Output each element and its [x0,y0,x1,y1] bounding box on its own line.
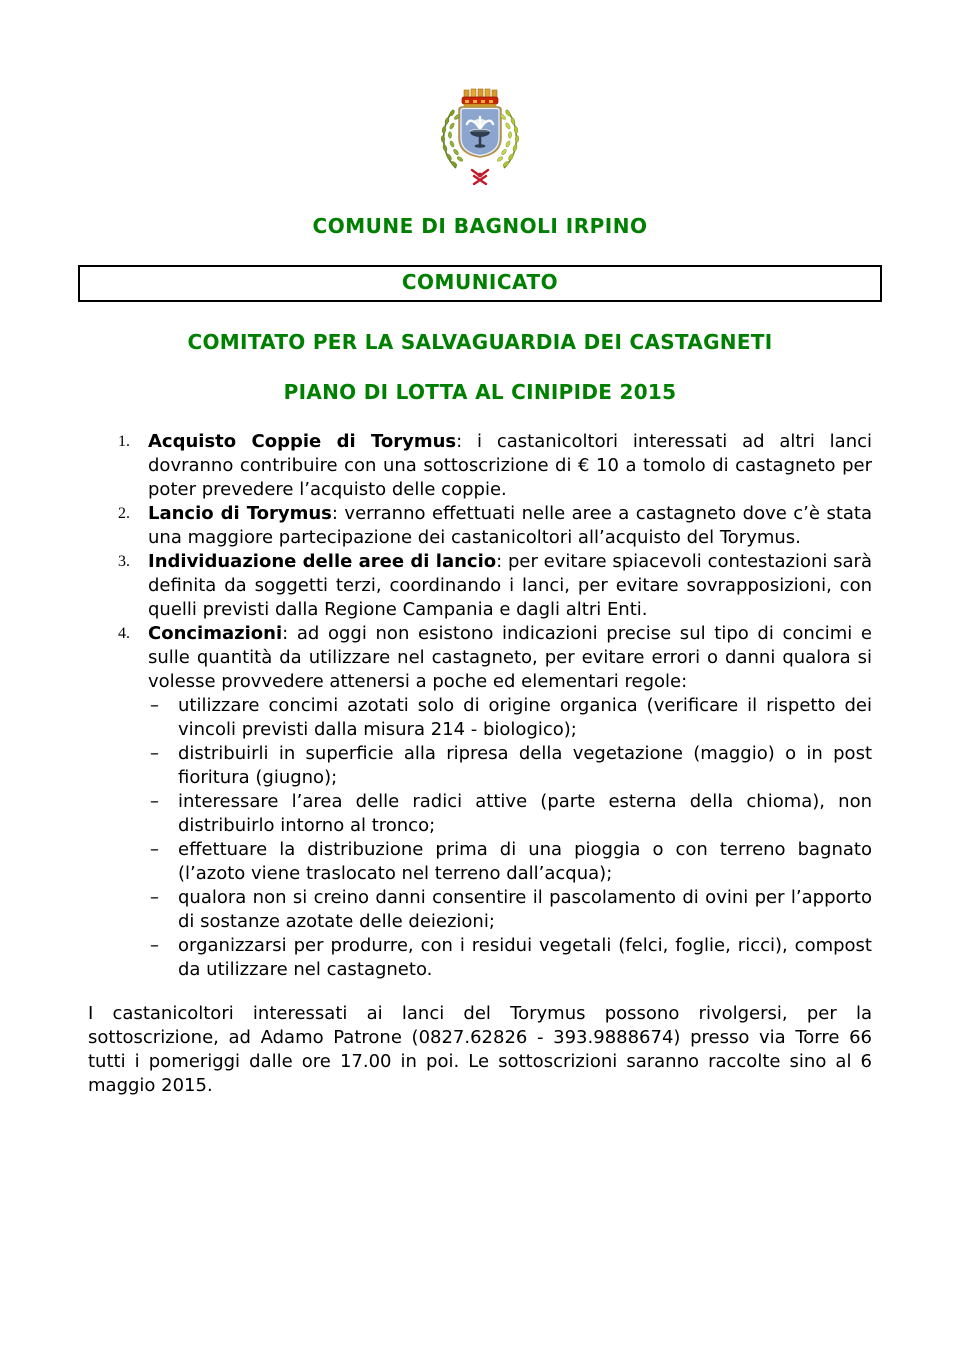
sub-list-item-text: organizzarsi per produrre, con i residui vegetali (felci, foglie, ricci), compost da utilizzare nel castagneto. [178,935,872,980]
sub-list-item-text: utilizzare concimi azotati solo di origine organica (verificare il rispetto dei vincoli previsti dalla misura 214 - biologico); [178,695,872,740]
list-item [88,430,872,502]
list-item-lead: Concimazioni [148,623,283,644]
dash-bullet: – [150,935,159,956]
sub-list-item-text: distribuirli in superficie alla ripresa della vegetazione (maggio) o in post fioritura (giugno); [178,743,872,788]
list-item-lead: Acquisto Coppie di Torymus [148,431,457,452]
list-item-text [148,430,872,502]
mural-crown-icon [462,89,498,107]
municipal-coat-of-arms-icon [434,88,526,185]
crest-container [88,88,872,185]
list-item-rest: : i castanicoltori interessati ad altri lanci dovranno contribuire con una sottoscrizione di € 10 a tomolo di castagneto per poter prevedere l’acquisto delle coppie. [148,431,873,500]
list-item-text [148,622,872,694]
list-item [88,622,872,694]
list-item-lead: Lancio di Torymus [148,503,332,524]
list-item-text [148,502,872,550]
sub-list-item-text: effettuare la distribuzione prima di una pioggia o con terreno bagnato (l’azoto viene traslocato nel terreno dall’acqua); [178,839,872,884]
list-item-number: 1. [118,433,130,450]
sub-list-item [148,694,872,742]
sub-list-item [148,838,872,886]
list-item-number: 3. [118,553,130,570]
dash-bullet: – [150,839,159,860]
list-item [88,550,872,622]
comunicato-banner-box [78,265,882,302]
numbered-list [88,430,872,982]
list-item-rest: : per evitare spiacevoli contestazioni sarà definita da soggetti terzi, coordinando i lanci, per evitare sovrapposizioni, con quelli previsti dalla Regione Campania e dagli altri Enti. [148,551,872,620]
comunicato-banner-label: COMUNICATO [401,270,559,294]
sub-list-item [148,886,872,934]
list-item-lead: Individuazione delle aree di lancio [148,551,497,572]
dash-bullet: – [150,695,159,716]
committee-heading: COMITATO PER LA SALVAGUARDIA DEI CASTAGNETI [187,330,773,354]
list-item-rest: : ad oggi non esistono indicazioni precise sul tipo di concimi e sulle quantità da utilizzare nel castagneto, per evitare errori o danni qualora si volesse provvedere attenersi a poche ed elementari regole: [148,623,872,692]
dash-bullet: – [150,743,159,764]
sub-list-item [148,934,872,982]
sub-list-item-text: interessare l’area delle radici attive (parte esterna della chioma), non distribuirlo intorno al tronco; [178,791,872,836]
closing-paragraph: I castanicoltori interessati ai lanci del Torymus possono rivolgersi, per la sottoscrizione, ad Adamo Patrone (0827.62826 - 393.9888674) presso via Torre 66 tutti i pomeriggi dalle ore 17.00 in poi. Le sottoscrizioni saranno raccolte sino al 6 maggio 2015. [88,1003,872,1096]
list-item-number: 4. [118,625,130,642]
list-item [88,502,872,550]
dash-bullet: – [150,887,159,908]
list-item-number: 2. [118,505,130,522]
plan-title-heading: PIANO DI LOTTA AL CINIPIDE 2015 [283,380,677,404]
ribbon-icon [472,170,488,184]
sub-list-item-text: qualora non si creino danni consentire il pascolamento di ovini per l’apporto di sostanze azotate delle deiezioni; [178,887,872,932]
list-item-text [148,550,872,622]
dash-bullet: – [150,791,159,812]
list-item-rest: : verranno effettuati nelle aree a castagneto dove c’è stata una maggiore partecipazione dei castanicoltori all’acquisto del Torymus. [148,503,873,548]
sub-list-item [148,742,872,790]
sub-list-item [148,790,872,838]
municipality-title: COMUNE DI BAGNOLI IRPINO [312,214,648,238]
